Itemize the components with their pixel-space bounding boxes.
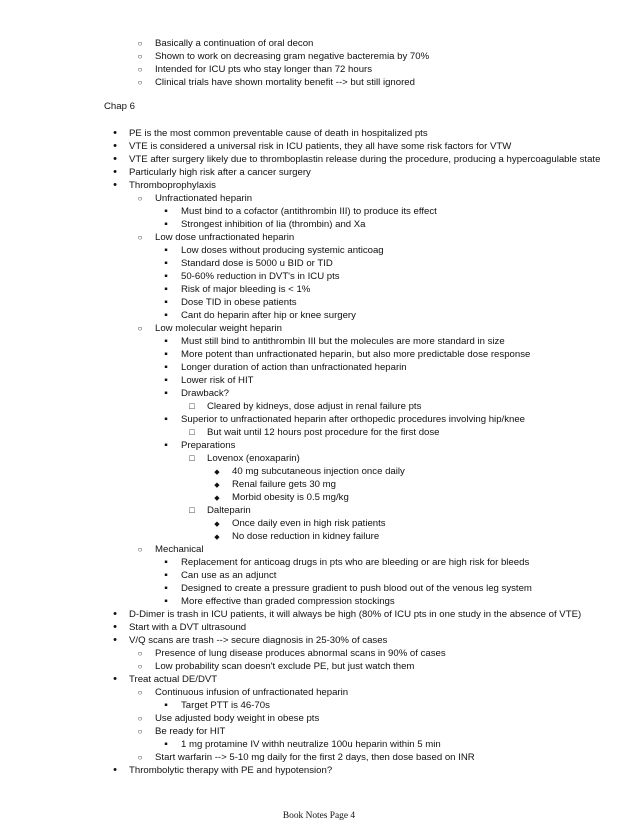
bullet-circle-icon (134, 647, 146, 660)
bullet-diamond-icon (211, 517, 223, 531)
bullet-circle-icon (134, 76, 146, 89)
list-item-text: Once daily even in high risk patients (232, 518, 386, 529)
bullet-disc-icon (109, 179, 121, 192)
bullet-disc-icon (109, 166, 121, 179)
list-item-text: Low dose unfractionated heparin (155, 232, 295, 243)
bullet-circle-icon (134, 37, 146, 50)
list-item-text: No dose reduction in kidney failure (232, 531, 380, 542)
list-item-text: Standard dose is 5000 u BID or TID (181, 258, 333, 269)
bullet-square-icon (160, 699, 172, 712)
list-item-text: Lovenox (enoxaparin) (207, 453, 300, 464)
bullet-square-icon (160, 309, 172, 322)
list-item-text: More effective than graded compression stockings (181, 596, 395, 607)
list-item-text: 1 mg protamine IV withh neutralize 100u heparin within 5 min (181, 739, 441, 750)
bullet-disc-icon (109, 608, 121, 621)
list-item-text: Longer duration of action than unfractionated heparin (181, 362, 407, 373)
list-item-text: Cleared by kidneys, dose adjust in renal failure pts (207, 401, 422, 412)
bullet-square-icon (160, 283, 172, 296)
bullet-box-icon (186, 400, 198, 413)
bullet-circle-icon (134, 686, 146, 699)
bullet-disc-icon (109, 634, 121, 647)
list-item-text: Thromboprophylaxis (129, 180, 216, 191)
bullet-square-icon (160, 569, 172, 582)
list-item-text: Strongest inhibition of Iia (thrombin) and Xa (181, 219, 366, 230)
list-item-text: Drawback? (181, 388, 229, 399)
bullet-square-icon (160, 374, 172, 387)
bullet-circle-icon (134, 63, 146, 76)
bullet-box-icon (186, 452, 198, 465)
list-item-text: Low doses without producing systemic anticoag (181, 245, 384, 256)
bullet-square-icon (160, 556, 172, 569)
bullet-circle-icon (134, 725, 146, 738)
bullet-disc-icon (109, 153, 121, 166)
bullet-circle-icon (134, 192, 146, 205)
bullet-square-icon (160, 738, 172, 751)
bullet-disc-icon (109, 127, 121, 140)
list-item-text: Morbid obesity is 0.5 mg/kg (232, 492, 349, 503)
list-item-text: Lower risk of HIT (181, 375, 254, 386)
list-item-text: Dose TID in obese patients (181, 297, 297, 308)
list-item-text: Continuous infusion of unfractionated heparin (155, 687, 349, 698)
list-item-text: 50-60% reduction in DVT's in ICU pts (181, 271, 340, 282)
bullet-diamond-icon (211, 465, 223, 479)
list-item-text: Cant do heparin after hip or knee surgery (181, 310, 356, 321)
bullet-square-icon (160, 205, 172, 218)
bullet-square-icon (160, 270, 172, 283)
list-item-text: Designed to create a pressure gradient to push blood out of the venous leg system (181, 583, 532, 594)
bullet-disc-icon (109, 673, 121, 686)
bullet-square-icon (160, 413, 172, 426)
list-item-text: Use adjusted body weight in obese pts (155, 713, 320, 724)
bullet-box-icon (186, 504, 198, 517)
list-item-text: Treat actual DE/DVT (129, 674, 218, 685)
bullet-diamond-icon (211, 491, 223, 505)
bullet-square-icon (160, 257, 172, 270)
bullet-disc-icon (109, 764, 121, 777)
list-item-text: Unfractionated heparin (155, 193, 253, 204)
bullet-disc-icon (109, 140, 121, 153)
list-item-text: Intended for ICU pts who stay longer than 72 hours (155, 64, 373, 75)
list-item-text: Low molecular weight heparin (155, 323, 282, 334)
bullet-circle-icon (134, 712, 146, 725)
list-item-text: More potent than unfractionated heparin, but also more predictable dose response (181, 349, 531, 360)
list-item-text: Mechanical (155, 544, 204, 555)
page-footer: Book Notes Page 4 (282, 811, 356, 821)
bullet-circle-icon (134, 50, 146, 63)
list-item-text: D-Dimer is trash in ICU patients, it will always be high (80% of ICU pts in one study in the absence of VTE) (129, 609, 582, 620)
list-item-text: Replacement for anticoag drugs in pts who are bleeding or are high risk for bleeds (181, 557, 530, 568)
bullet-disc-icon (109, 621, 121, 634)
bullet-square-icon (160, 361, 172, 374)
list-item-text: Preparations (181, 440, 236, 451)
bullet-circle-icon (134, 751, 146, 764)
list-item-text: 40 mg subcutaneous injection once daily (232, 466, 405, 477)
bullet-diamond-icon (211, 530, 223, 544)
list-item-text: Thrombolytic therapy with PE and hypotension? (129, 765, 333, 776)
list-item-text: Target PTT is 46-70s (181, 700, 270, 711)
bullet-circle-icon (134, 660, 146, 673)
bullet-square-icon (160, 218, 172, 231)
list-item-text: Renal failure gets 30 mg (232, 479, 336, 490)
list-item-text: Must still bind to antithrombin III but the molecules are more standard in size (181, 336, 505, 347)
list-item-text: VTE after surgery likely due to thromboplastin release during the procedure, producing a hypercoagulable state (129, 154, 601, 165)
bullet-circle-icon (134, 543, 146, 556)
list-item-text: Presence of lung disease produces abnormal scans in 90% of cases (155, 648, 446, 659)
list-item-text: Clinical trials have shown mortality benefit --> but still ignored (155, 77, 415, 88)
list-item-text: Start warfarin --> 5-10 mg daily for the first 2 days, then dose based on INR (155, 752, 475, 763)
bullet-square-icon (160, 335, 172, 348)
bullet-square-icon (160, 387, 172, 400)
list-item-text: PE is the most common preventable cause of death in hospitalized pts (129, 128, 428, 139)
list-item-text: Start with a DVT ultrasound (129, 622, 247, 633)
list-item-text: Low probability scan doesn't exclude PE, but just watch them (155, 661, 415, 672)
list-item-text: Can use as an adjunct (181, 570, 277, 581)
list-item-text: Particularly high risk after a cancer surgery (129, 167, 311, 178)
list-item-text: Dalteparin (207, 505, 251, 516)
list-item-text: V/Q scans are trash --> secure diagnosis in 25-30% of cases (129, 635, 388, 646)
bullet-square-icon (160, 348, 172, 361)
bullet-circle-icon (134, 231, 146, 244)
list-item-text: Must bind to a cofactor (antithrombin III) to produce its effect (181, 206, 437, 217)
list-item-text: Be ready for HIT (155, 726, 226, 737)
bullet-diamond-icon (211, 478, 223, 492)
bullet-box-icon (186, 426, 198, 439)
chapter-heading: Chap 6 (104, 101, 135, 112)
bullet-square-icon (160, 296, 172, 309)
bullet-square-icon (160, 244, 172, 257)
bullet-circle-icon (134, 322, 146, 335)
list-item-text: Shown to work on decreasing gram negative bacteremia by 70% (155, 51, 430, 62)
list-item-text: Superior to unfractionated heparin after orthopedic procedures involving hip/knee (181, 414, 525, 425)
list-item-text: But wait until 12 hours post procedure for the first dose (207, 427, 440, 438)
list-item-text: Basically a continuation of oral decon (155, 38, 314, 49)
bullet-square-icon (160, 439, 172, 452)
bullet-square-icon (160, 595, 172, 608)
list-item-text: VTE is considered a universal risk in ICU patients, they all have some risk factors for VTW (129, 141, 512, 152)
bullet-square-icon (160, 582, 172, 595)
list-item-text: Risk of major bleeding is < 1% (181, 284, 311, 295)
